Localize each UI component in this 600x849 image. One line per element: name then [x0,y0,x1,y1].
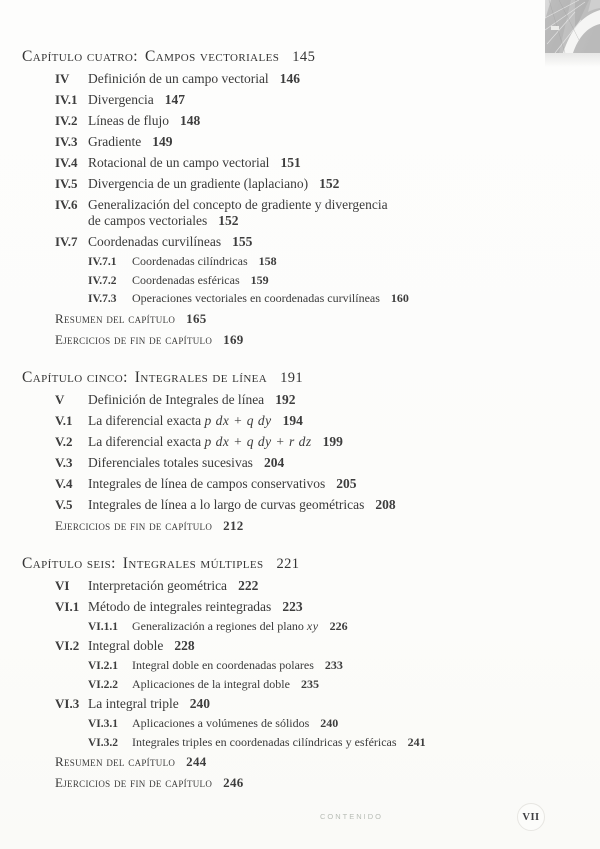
entry-title-text: Integral doble en coordenadas polares [132,658,314,672]
entry-title-text: Gradiente [88,134,142,149]
toc-entry [22,518,567,533]
entry-title [132,255,277,269]
entry-page-number: 194 [282,412,303,428]
entry-page-number: 169 [223,331,244,347]
chapter-section-3 [22,555,567,791]
entry-title-text: Método de integrales reintegradas [88,598,272,614]
entry-title [88,92,185,108]
entry-title-text: Líneas de flujo [88,113,169,128]
page-number-badge [517,803,545,831]
table-of-contents [22,48,567,812]
entry-page-number: 208 [375,496,396,512]
entry-title-text: Divergencia [88,92,154,107]
toc-entry [22,620,567,635]
toc-entry [22,113,567,129]
entry-title-text: Resumen del capítulo [55,754,176,769]
entry-title [88,497,396,513]
entry-number: IV.5 [55,176,78,191]
entry-page-number: 155 [232,234,253,249]
toc-entry [22,311,567,326]
toc-entry [22,497,567,513]
chapter-page-number: 191 [280,369,304,386]
toc-entry [22,696,567,712]
chapter-heading [22,555,567,573]
entry-title [132,659,343,673]
chapter-label: Capítulo cuatro: [22,48,138,65]
entry-page-number: 146 [279,71,300,86]
toc-entry [22,434,567,450]
entry-math-expression: p dx + q dy + r dz [204,433,312,449]
chapter-section-2 [22,369,567,533]
entry-number: VI.2 [55,638,80,653]
entry-title-text: La integral triple [88,696,179,711]
entry-number: V.4 [55,475,73,491]
toc-entry [22,234,567,250]
chapter-label: Capítulo seis: [22,554,116,572]
entry-number: IV.3 [55,134,78,149]
entry-title-text: Diferenciales totales sucesivas [88,454,253,470]
entry-title [132,736,426,750]
entry-number: VI [55,577,70,593]
toc-entry [22,717,567,732]
entry-title [88,599,303,615]
entry-title [88,578,258,594]
entry-title [55,775,244,790]
chapter-page-number: 145 [292,49,316,65]
entry-title [55,518,244,533]
entry-title-text: Coordenadas cilíndricas [132,254,248,268]
chapter-page-number: 221 [276,555,300,572]
entry-title-text: Aplicaciones de la integral doble [132,676,290,691]
entry-number: VI.3.1 [88,718,119,730]
entry-page-number: 240 [320,716,339,730]
entry-number: V.5 [55,496,73,512]
entry-math-expression: p dx + q dy [204,412,272,428]
toc-entry [22,754,567,769]
entry-page-number: 160 [390,291,409,305]
entry-page-number: 246 [223,775,244,790]
entry-title [88,413,303,429]
chapter-title: Campos vectoriales [144,48,280,65]
toc-entry [22,332,567,347]
entry-title [132,678,319,692]
chapter-label: Capítulo cinco: [22,368,128,386]
toc-entry [22,71,567,87]
entry-page-number: 199 [322,433,343,449]
entry-title-text: Generalización del concepto de gradiente y divergencia [88,197,388,212]
entry-page-number: 212 [223,517,244,533]
entry-page-number: 152 [319,176,340,191]
entry-title-text: Resumen del capítulo [55,310,176,326]
toc-entry [22,476,567,492]
entry-title [88,638,195,654]
entry-number: VI.1 [55,598,80,614]
entry-page-number: 159 [250,272,269,287]
entry-title [132,292,409,306]
entry-title [88,476,357,492]
toc-entry [22,455,567,471]
entry-page-number: 233 [324,658,343,672]
entry-number: V.2 [55,433,73,449]
entry-page-number: 151 [280,155,301,170]
entry-title [88,155,301,171]
entry-number: V.3 [55,454,73,470]
entry-number: IV.7.3 [88,293,117,305]
toc-entry [22,92,567,108]
entry-title-text: Ejercicios de fin de capítulo [55,775,213,790]
toc-entry [22,255,567,270]
entry-title [88,71,300,87]
entry-title-text: Rotacional de un campo vectorial [88,155,270,170]
chapter-heading [22,48,567,66]
entry-title-text: La diferencial exacta [88,433,205,449]
entry-number: IV.7.2 [88,274,117,287]
entry-title-text: Interpretación geométrica [88,577,228,593]
entry-title [88,696,210,712]
entry-title-continuation [88,213,388,229]
toc-entry [22,155,567,171]
entry-title [88,197,388,229]
entry-number: V.1 [55,412,73,428]
chapter-title: Integrales múltiples [122,554,264,572]
toc-entry [22,736,567,751]
entry-number: IV.6 [55,197,78,212]
chapter-section-1 [22,48,567,347]
toc-entry [22,134,567,150]
entry-title [88,455,284,471]
entry-page-number: 240 [189,696,210,711]
entry-number: VI.2.1 [88,660,119,672]
entry-title-text: Coordenadas curvilíneas [88,234,222,249]
entry-title [88,113,200,129]
entry-title-text: Integral doble [88,638,164,653]
entry-page-number: 192 [275,391,296,407]
entry-title [88,134,172,150]
entry-title [132,620,348,634]
toc-entry [22,392,567,408]
entry-title [88,434,343,450]
entry-number: VI.3.2 [88,736,119,749]
entry-title [132,274,269,288]
entry-title-text: Operaciones vectoriales en coordenadas curvilíneas [132,291,380,305]
toc-entry [22,413,567,429]
entry-title-text: Generalización a regiones del plano [132,618,307,633]
entry-number: VI.2.2 [88,678,119,691]
toc-entry [22,638,567,654]
entry-number: IV.7 [55,234,78,249]
toc-entry [22,599,567,615]
toc-entry [22,176,567,192]
entry-title-text-2: de campos vectoriales [88,213,208,228]
entry-title-text: La diferencial exacta [88,412,205,428]
entry-page-number: 147 [164,92,185,107]
entry-title [88,234,252,250]
entry-page-number: 235 [300,676,319,691]
entry-page-number: 228 [174,638,195,653]
toc-entry [22,578,567,594]
entry-page-number: 205 [336,475,357,491]
entry-title-text: Ejercicios de fin de capítulo [55,517,213,533]
toc-entry [22,197,567,229]
entry-title-text: Aplicaciones a volúmenes de sólidos [132,716,310,730]
entry-title [88,392,295,408]
entry-title [88,176,339,192]
entry-page-number: 223 [282,598,303,614]
entry-page-number: 165 [186,310,207,326]
entry-math-expression: xy [306,618,319,633]
entry-title-text: Coordenadas esféricas [132,272,240,287]
page-number: VII [522,811,540,823]
entry-title-text: Definición de un campo vectorial [88,71,269,86]
entry-title [55,754,207,769]
entry-page-number: 222 [238,577,259,593]
entry-number: VI.3 [55,696,80,711]
entry-page-number: 241 [407,734,426,749]
entry-title-text: Integrales de línea de campos conservativos [88,475,326,491]
entry-page-number: 149 [152,134,173,149]
entry-title [55,311,207,326]
entry-page-number: 226 [329,618,348,633]
toc-entry [22,775,567,790]
entry-page-number: 158 [258,254,277,268]
toc-entry [22,292,567,307]
entry-number: IV.2 [55,113,78,128]
entry-title-text: Integrales triples en coordenadas cilíndricas y esféricas [132,734,397,749]
toc-entry [22,274,567,289]
entry-number: IV [55,71,70,86]
toc-entry [22,678,567,693]
entry-title-text: Ejercicios de fin de capítulo [55,331,213,347]
toc-entry [22,659,567,674]
entry-number: VI.1.1 [88,620,119,633]
corner-photo-fragment-icon [545,0,600,53]
entry-title [55,332,244,347]
entry-page-number: 244 [186,754,207,769]
entry-title-text: Integrales de línea a lo largo de curvas geométricas [88,496,365,512]
entry-page-number: 204 [263,454,285,470]
entry-title-text: Definición de Integrales de línea [88,391,265,407]
entry-number: IV.4 [55,155,78,170]
entry-number: IV.1 [55,92,78,107]
entry-title-text: Divergencia de un gradiente (laplaciano) [88,176,309,191]
entry-number: V [55,391,65,407]
entry-page-number: 152 [218,213,239,228]
chapter-heading [22,369,567,387]
chapter-title: Integrales de línea [134,368,268,386]
entry-page-number: 148 [179,113,201,128]
running-footer-label: CONTENIDO [320,812,383,821]
entry-number: IV.7.1 [88,256,117,268]
entry-title [132,717,338,731]
